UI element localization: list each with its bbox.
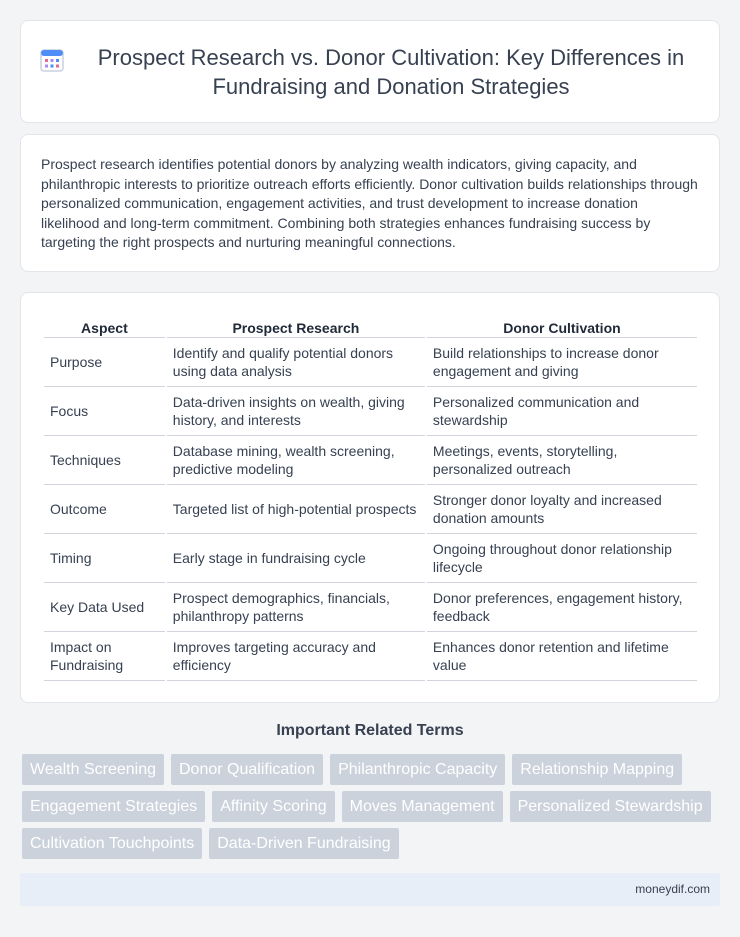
intro-text: Prospect research identifies potential donors by analyzing wealth indicators, giving capacity, and philanthropic interests to prioritize outreach efforts efficiently. Donor cultivation builds relationships through personalized communication, engagement activities, and trust development to increase donation likelihood and long-term commitment. Combining both strategies enhances fundraising success by targeting the right prospects and nurturing meaningful connections. xyxy=(41,156,698,250)
intro-card xyxy=(20,134,720,272)
header-prospect-research: Prospect Research xyxy=(167,316,425,338)
aspect-cell: Impact on Fundraising xyxy=(44,632,165,681)
aspect-cell: Outcome xyxy=(44,485,165,534)
table-row xyxy=(44,485,697,534)
related-term-tag[interactable]: Personalized Stewardship xyxy=(510,791,711,822)
related-term-tag[interactable]: Engagement Strategies xyxy=(22,791,205,822)
header-donor-cultivation: Donor Cultivation xyxy=(427,316,697,338)
cultivation-cell: Personalized communication and stewardship xyxy=(427,387,697,436)
related-term-tag[interactable]: Relationship Mapping xyxy=(512,754,682,785)
footer-site-link[interactable]: moneydif.com xyxy=(635,882,710,896)
table-row xyxy=(44,436,697,485)
related-term-tag[interactable]: Donor Qualification xyxy=(171,754,323,785)
prospect-cell: Identify and qualify potential donors using data analysis xyxy=(167,338,425,387)
table-row xyxy=(44,534,697,583)
prospect-cell: Early stage in fundraising cycle xyxy=(167,534,425,583)
aspect-cell: Purpose xyxy=(44,338,165,387)
prospect-cell: Improves targeting accuracy and efficiency xyxy=(167,632,425,681)
cultivation-cell: Build relationships to increase donor engagement and giving xyxy=(427,338,697,387)
aspect-cell: Techniques xyxy=(44,436,165,485)
cultivation-cell: Meetings, events, storytelling, personalized outreach xyxy=(427,436,697,485)
related-terms-title: Important Related Terms xyxy=(276,722,464,739)
footer xyxy=(20,873,720,906)
aspect-cell: Key Data Used xyxy=(44,583,165,632)
prospect-cell: Data-driven insights on wealth, giving history, and interests xyxy=(167,387,425,436)
cultivation-cell: Stronger donor loyalty and increased donation amounts xyxy=(427,485,697,534)
header-aspect: Aspect xyxy=(44,316,165,338)
related-term-tag[interactable]: Moves Management xyxy=(342,791,503,822)
table-header-row xyxy=(44,316,697,338)
comparison-table-card xyxy=(20,292,720,703)
calendar-icon xyxy=(39,47,65,73)
table-row xyxy=(44,387,697,436)
comparison-table xyxy=(42,316,699,681)
related-term-tag[interactable]: Affinity Scoring xyxy=(212,791,334,822)
table-row xyxy=(44,632,697,681)
related-term-tag[interactable]: Wealth Screening xyxy=(22,754,164,785)
cultivation-cell: Ongoing throughout donor relationship lifecycle xyxy=(427,534,697,583)
aspect-cell: Timing xyxy=(44,534,165,583)
table-row xyxy=(44,338,697,387)
related-term-tag[interactable]: Philanthropic Capacity xyxy=(330,754,505,785)
prospect-cell: Targeted list of high-potential prospects xyxy=(167,485,425,534)
header-card xyxy=(20,20,720,123)
page-title: Prospect Research vs. Donor Cultivation: Key Differences in Fundraising and Donation Strategies xyxy=(97,44,685,99)
prospect-cell: Prospect demographics, financials, philanthropy patterns xyxy=(167,583,425,632)
cultivation-cell: Enhances donor retention and lifetime value xyxy=(427,632,697,681)
table-row xyxy=(44,583,697,632)
cultivation-cell: Donor preferences, engagement history, feedback xyxy=(427,583,697,632)
related-terms-list xyxy=(22,754,722,865)
aspect-cell: Focus xyxy=(44,387,165,436)
related-term-tag[interactable]: Data-Driven Fundraising xyxy=(209,828,398,859)
prospect-cell: Database mining, wealth screening, predictive modeling xyxy=(167,436,425,485)
related-term-tag[interactable]: Cultivation Touchpoints xyxy=(22,828,202,859)
